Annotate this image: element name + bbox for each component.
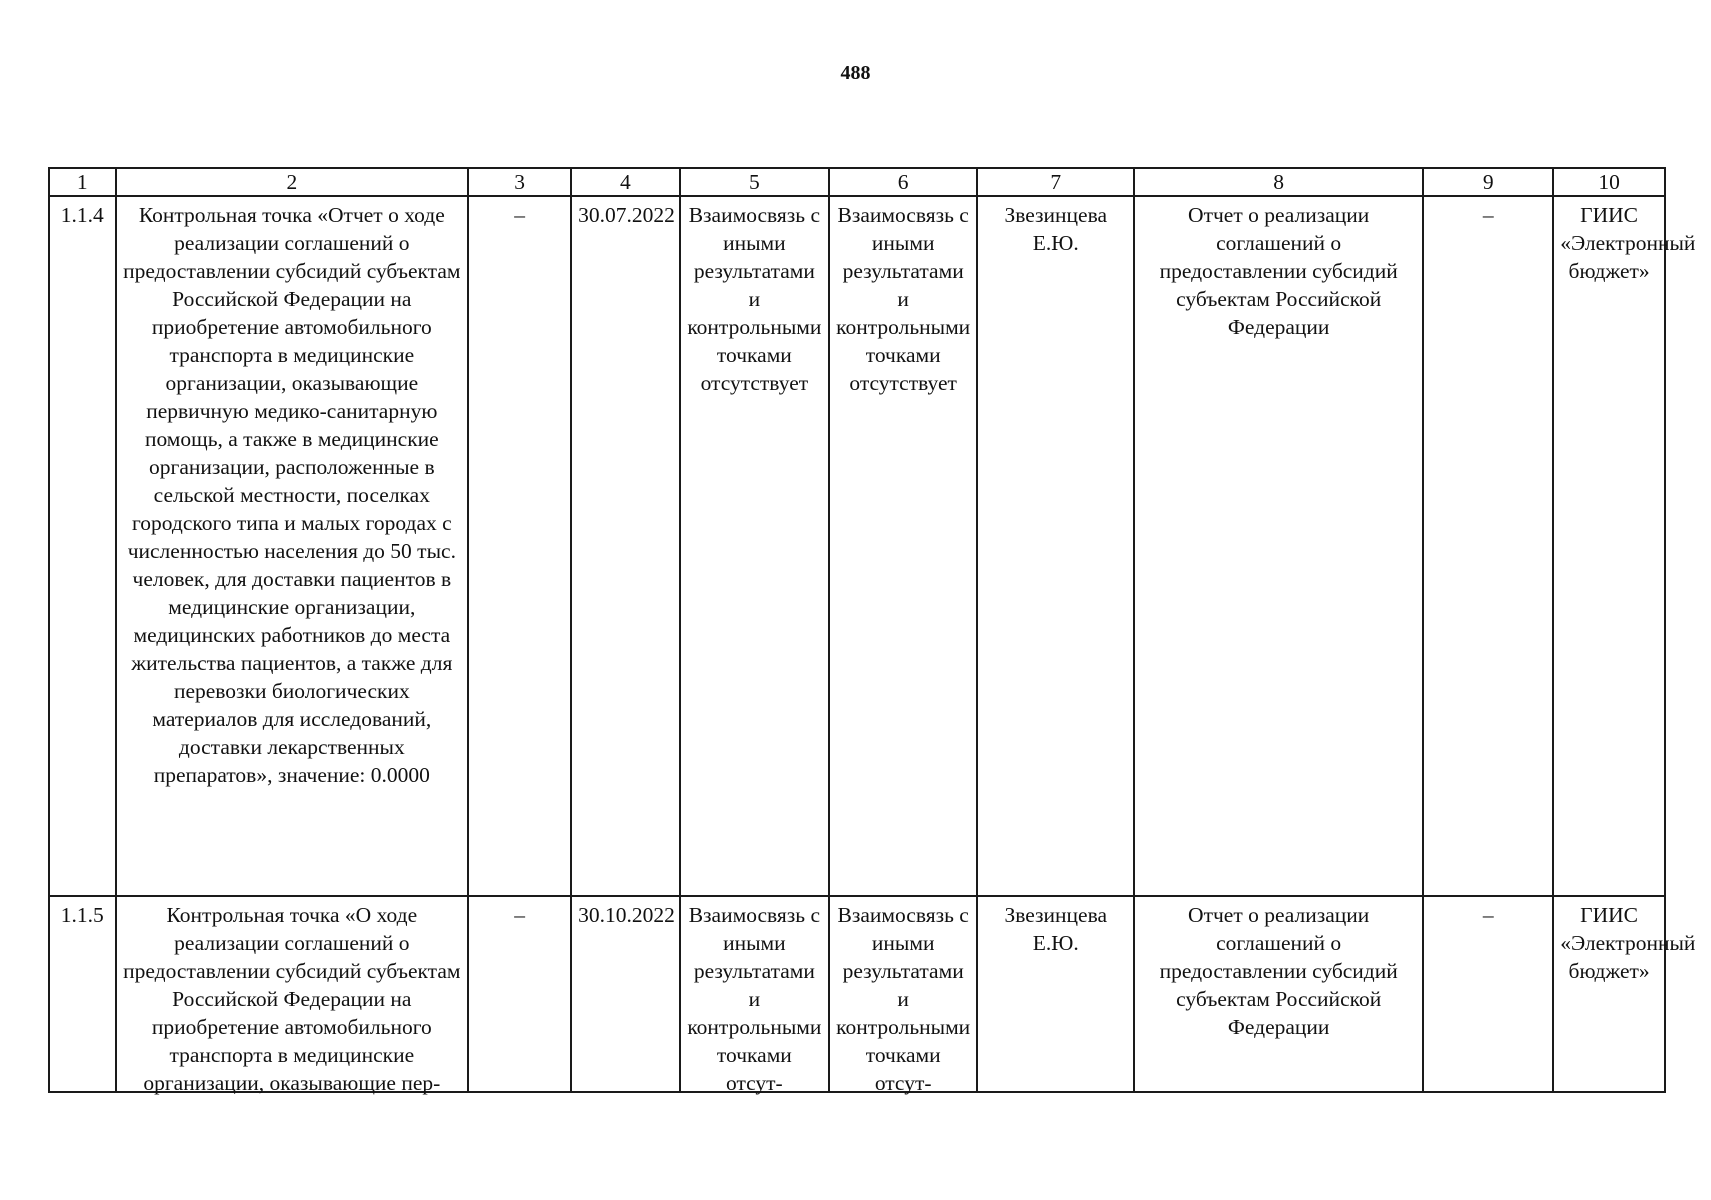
cell-text: Звезинцева Е.Ю. (1004, 903, 1108, 955)
column-header: 2 (116, 168, 468, 196)
table-row (49, 896, 1665, 1092)
cell-text: Отчет о реализации соглашений о предоставлении субсидий субъектам Российской Федерации (1159, 903, 1398, 1039)
column-header: 4 (571, 168, 680, 196)
column-header: 9 (1423, 168, 1553, 196)
dash-cell (1423, 896, 1553, 1092)
relation-cell: Взаимосвязь с иными результатами и контрольными точками отсутствует (829, 196, 977, 896)
relation-cell (829, 896, 977, 1095)
document-cell: Отчет о реализации соглашений о предоставлении субсидий субъектам Российской Федерации (1134, 196, 1423, 896)
cell-text: Контрольная точка «О ходе реализации соглашений о предоставлении субсидий субъектам Российской Федерации на приобретение автомобильного транспорта в медицинские организации, оказывающие пер- (123, 903, 461, 1095)
system-cell (1553, 896, 1696, 1092)
cell-text: 1.1.5 (60, 903, 104, 927)
responsible-cell (977, 896, 1134, 1092)
page-number: 488 (840, 62, 871, 84)
column-header: 3 (468, 168, 571, 196)
column-number-row (49, 168, 1665, 196)
plan-table (48, 167, 1696, 1095)
row-number-cell (49, 896, 116, 1092)
dash-cell: – (1423, 196, 1553, 896)
dash-cell (468, 896, 571, 1092)
column-header: 10 (1553, 168, 1665, 196)
cell-text: Взаимосвязь с иными результатами и контрольными точками отсут- (687, 903, 822, 1095)
dash-cell: – (468, 196, 571, 896)
column-header: 7 (977, 168, 1134, 196)
column-header: 1 (49, 168, 116, 196)
column-header: 5 (680, 168, 829, 196)
cell-text: 30.10.2022 (578, 903, 675, 927)
relation-cell: Взаимосвязь с иными результатами и контрольными точками отсутствует (680, 196, 829, 896)
cell-text: – (1482, 903, 1494, 927)
description-cell (116, 896, 468, 1095)
column-header: 6 (829, 168, 977, 196)
description-cell: Контрольная точка «Отчет о ходе реализации соглашений о предоставлении субсидий субъектам Российской Федерации на приобретение автомобильного транспорта в медицинские организации, оказывающие первичную медико-санитарную помощь, а также в медицинские организации, расположенные в сельской местности, поселках городского типа и малых городах с численностью населения до 50 тыс. человек, для доставки пациентов в медицинские организации, медицинских работников до места жительства пациентов, а также для перевозки биологических материалов для исследований, доставки лекарственных препаратов», значение: 0.0000 (116, 196, 468, 896)
relation-cell (680, 896, 829, 1095)
document-cell (1134, 896, 1423, 1092)
table-row (49, 196, 1665, 896)
responsible-cell: Звезинцева Е.Ю. (977, 196, 1134, 896)
column-header: 8 (1134, 168, 1423, 196)
cell-text: Взаимосвязь с иными результатами и контрольными точками отсут- (836, 903, 971, 1095)
cell-text: ГИИС «Электронный бюджет» (1560, 903, 1696, 983)
system-cell: ГИИС «Электронный бюджет» (1553, 196, 1665, 896)
cell-text: – (514, 903, 525, 927)
date-cell (571, 896, 680, 1092)
date-cell: 30.07.2022 (571, 196, 680, 896)
row-number-cell: 1.1.4 (49, 196, 116, 896)
